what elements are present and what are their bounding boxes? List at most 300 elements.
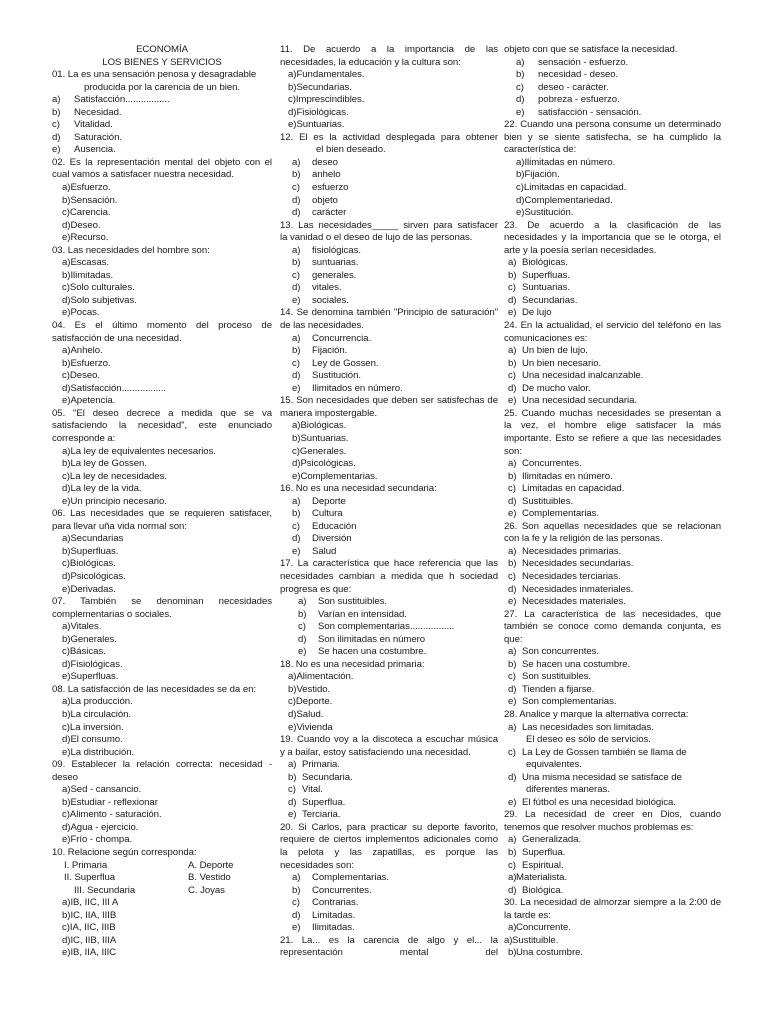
answer-option [52,533,272,546]
option-text: Recurso. [70,232,109,244]
answer-option [280,82,498,95]
option-text: Ilimitados en número. [312,382,403,394]
answer-option [280,696,498,709]
option-text: Ilimitadas. [70,269,114,281]
answer-option [52,471,272,484]
option-letter: c) [62,370,70,382]
question-line: necesidades cambian a medida que h sociedad [280,570,498,582]
option-letter: d) [292,909,301,921]
answer-option [504,797,721,810]
option-text: Suntuarias. [300,432,349,444]
option-text: Generales. [299,445,347,457]
text-line: que: [504,633,523,645]
option-letter: d) [292,282,301,294]
option-text: Superflua. [302,796,346,808]
column-2 [280,44,498,960]
text-line: arte y la poesía serían necesidades. [504,244,657,256]
option-letter: e) [62,583,71,595]
option-text: Satisfacción................. [70,382,167,394]
answer-option [52,270,272,283]
option-letter: a) [62,345,71,357]
option-letter: b) [62,909,71,921]
match-left: III. Secundaria [74,884,136,896]
answer-option [504,872,721,885]
text-line: de las necesidades. [280,320,364,332]
option-text: Suntuarias. [522,282,570,294]
answer-option [280,257,498,270]
match-right: B. Vestido [188,872,231,884]
answer-option [504,684,721,697]
option-text: satisfacción - sensación. [538,106,642,118]
option-letter: e) [508,696,517,708]
option-text: La ley de necesidades. [69,470,167,482]
answer-option [280,207,498,220]
option-text: suntuarias. [312,257,359,269]
option-text: Deseo. [69,370,101,382]
option-letter: d) [52,131,61,143]
option-letter: a) [52,94,61,106]
answer-option [504,282,721,295]
option-text: La ley de Gossen. [70,458,147,470]
option-text: Generalizada. [522,834,582,846]
answer-option [52,809,272,822]
answer-option [504,834,721,847]
question-line: bien y se siente satisfecha, se ha cumplido la [504,131,721,143]
option-letter: d) [508,294,517,306]
option-text: Un principio necesario. [70,495,167,507]
option-text: Las necesidades son limitadas. [522,721,654,733]
option-letter: d) [62,219,71,231]
option-letter: b) [288,771,297,783]
option-text: Solo subjetivas. [70,294,137,306]
option-letter: e) [298,646,307,658]
option-text: Necesidades terciarias. [522,570,621,582]
answer-option [52,182,272,195]
option-letter: c) [288,784,296,796]
answer-option [504,207,721,220]
option-text: Fundamentales. [296,69,365,81]
option-letter: a) [516,156,525,168]
answer-option [504,94,721,107]
answer-option [52,207,272,220]
option-letter: a) [516,56,525,68]
answer-option [280,358,498,371]
answer-option [504,508,721,521]
option-letter: e) [292,922,301,934]
answer-option [504,860,721,873]
option-letter: a) [508,646,517,658]
text-line: 28. Analice y marque la alternativa correcta: [504,708,689,720]
answer-option [280,885,498,898]
option-letter: a) [292,332,301,344]
option-text: Una misma necesidad se satisface de [522,771,682,783]
option-text: Saturación. [74,131,122,143]
option-letter: b) [52,106,61,118]
option-text: pobreza - esfuerzo. [538,94,620,106]
option-letter: d) [508,683,517,695]
text-line: 10. Relacione según corresponda: [52,847,197,858]
answer-option [280,370,498,383]
option-letter: c) [52,119,60,131]
text-line: y a bailar, estoy satisfaciendo una necesidad. [280,746,471,758]
answer-option [504,571,721,584]
answer-option [52,107,272,120]
answer-option [52,119,272,132]
answer-option [52,558,272,571]
option-letter: c) [62,646,70,658]
option-text: Varían en intensidad. [318,608,407,620]
option-text: Una costumbre. [516,947,584,959]
option-letter: e) [288,809,297,821]
option-letter: e) [508,307,517,319]
option-letter: d) [292,207,301,219]
answer-option [280,897,498,910]
question-line: 30. La necesidad de almorzar siempre a la 2:00 de [504,897,721,909]
option-text: Necesidades secundarias. [522,558,634,570]
option-text: Una necesidad inalcanzable. [522,370,644,382]
question-line: representación mental del [280,947,498,959]
option-text: Sed - cansancio. [70,784,142,796]
option-text: anhelo [312,169,341,181]
option-letter: a) [292,495,301,507]
option-text: Ilimitadas en número. [522,470,613,482]
option-text: fisiológicas. [312,244,361,256]
answer-option [52,910,272,923]
option-letter: c) [516,182,524,194]
question-line: 19. Cuando voy a la discoteca a escuchar música [280,734,498,746]
option-letter: d) [62,734,71,746]
option-text: Vivienda [296,721,333,733]
option-letter: a) [298,596,307,608]
answer-option [52,307,272,320]
option-letter: a) [292,156,301,168]
option-letter: a) [508,922,517,934]
answer-option [52,935,272,948]
question-line: 15. Son necesidades que deben ser satisfechas de [280,395,498,407]
answer-option [52,897,272,910]
answer-option [504,471,721,484]
option-text: Concurrentes. [522,458,582,470]
option-letter: d) [292,194,301,206]
option-letter: b) [62,545,71,557]
option-letter: b) [292,169,301,181]
answer-option [504,847,721,860]
option-text: Agua - ejercicio. [70,821,139,833]
option-text: Psicológicas. [300,458,356,470]
text-line: 18. No es una necesidad primaria: [280,658,425,670]
answer-option [52,571,272,584]
option-text: Complementarias. [312,872,390,884]
answer-option [52,722,272,735]
text-line: El deseo es sólo de servicios. [526,734,651,746]
option-letter: e) [292,545,301,557]
option-letter: c) [516,81,524,93]
option-letter: d) [508,884,517,896]
option-text: Imprescindibles. [295,94,365,106]
option-letter: d) [62,483,71,495]
option-letter: a) [62,696,71,708]
option-text: Un bien de lujo. [522,345,588,357]
answer-option [504,596,721,609]
answer-option [280,295,498,308]
option-letter: b) [292,884,301,896]
option-letter: c) [62,809,70,821]
option-text: Solo culturales. [69,282,135,294]
answer-option [52,709,272,722]
option-letter: e) [62,495,71,507]
option-letter: d) [62,382,71,394]
option-text: Biológicas. [300,420,347,432]
question-line: 17. La característica que hace referencia que las [280,558,498,570]
option-text: Vestido. [296,683,331,695]
text-line: son: [504,445,522,457]
answer-option [280,270,498,283]
option-letter: e) [508,796,517,808]
option-text: Derivadas. [70,583,116,595]
answer-option [280,671,498,684]
match-right: C. Joyas [188,884,225,896]
question-line: la vez, el hombre elige satisfacer la más [504,420,721,432]
answer-option [504,546,721,559]
option-letter: c) [508,746,516,758]
column-1 [52,44,272,960]
answer-option [52,947,272,960]
answer-option [52,232,272,245]
option-text: IC, IIA, IIIB [70,909,117,921]
option-letter: c) [288,696,296,708]
question-line: 14. Se denomina también "Principio de saturación" [280,307,498,319]
answer-option [504,935,721,948]
option-text: IC, IIB, IIIA [70,934,117,946]
answer-option [52,295,272,308]
answer-option [280,621,498,634]
option-letter: b) [62,269,71,281]
option-letter: b) [62,796,71,808]
option-text: La circulación. [70,708,132,720]
question-line: satisfaciendo la necesidad", este enunciado [52,420,272,432]
option-text: Materialista. [516,872,568,884]
answer-option [504,395,721,408]
option-text: esfuerzo [312,182,349,194]
answer-option [52,659,272,672]
answer-option [280,722,498,735]
option-letter: a) [288,759,297,771]
option-letter: d) [298,633,307,645]
match-left: I. Primaria [64,859,108,871]
text-line: la vanidad o el deseo de lujo de las personas. [280,232,473,244]
answer-option [52,784,272,797]
option-text: Son sustituibles. [522,671,592,683]
answer-option [280,345,498,358]
option-letter: a) [508,545,517,557]
option-letter: b) [516,69,525,81]
option-text: Necesidad. [74,106,122,118]
text-line: tenemos que resolver muchos problemas es: [504,821,694,833]
option-letter: a) [62,445,71,457]
answer-option [280,446,498,459]
option-letter: e) [62,307,71,319]
option-letter: d) [508,583,517,595]
answer-option [280,809,498,822]
answer-option [52,446,272,459]
text-line: necesidades, la educación y la cultura son: [280,56,461,68]
option-letter: c) [288,94,296,106]
option-letter: c) [62,282,70,294]
option-text: Limitadas en capacidad. [522,483,625,495]
option-letter: e) [508,508,517,520]
answer-option [52,395,272,408]
text-line: objeto con que se satisface la necesidad. [504,44,678,55]
option-letter: a) [62,533,71,545]
option-text: La ley de equivalentes necesarios. [70,445,216,457]
option-text: El consumo. [70,734,123,746]
section-title: LOS BIENES Y SERVICIOS [102,56,222,68]
option-letter: e) [52,144,61,156]
answer-option [504,947,721,960]
answer-option [280,709,498,722]
option-text: Un bien necesario. [522,357,602,369]
answer-option [504,257,721,270]
match-left: II. Superflua [64,872,116,884]
answer-option [52,483,272,496]
option-letter: b) [62,194,71,206]
option-text: Anhelo. [70,345,103,357]
option-letter: b) [288,81,297,93]
option-text: sensación - esfuerzo. [538,56,629,68]
answer-option [52,383,272,396]
answer-option [52,747,272,760]
option-letter: b) [62,357,71,369]
answer-option [280,521,498,534]
text-line: característica de: [504,144,577,156]
option-letter: b) [508,470,517,482]
answer-option [280,546,498,559]
option-text: La Ley de Gossen también se llama de [522,746,687,758]
answer-option [52,822,272,835]
option-text: Necesidades inmateriales. [522,583,634,595]
answer-option [52,345,272,358]
answer-option [504,383,721,396]
answer-option [280,922,498,935]
option-text: Vitalidad. [74,119,113,131]
option-letter: e) [62,395,71,407]
option-text: Esfuerzo. [70,182,111,194]
answer-option [504,558,721,571]
option-text: Suntuarias. [296,119,345,131]
option-text: Deporte [312,495,346,507]
option-letter: d) [62,570,71,582]
option-text: Son complementarias................. [318,621,455,633]
answer-option [280,872,498,885]
option-letter: b) [298,608,307,620]
option-text: Secundarias [70,533,124,545]
option-text: Sensación. [70,194,118,206]
option-text: Necesidades materiales. [522,596,626,608]
option-text: Escasas. [70,257,109,269]
answer-option [280,94,498,107]
answer-option [280,910,498,923]
option-letter: a) [288,671,297,683]
answer-option [504,722,721,735]
option-letter: d) [288,106,297,118]
matching-row [52,860,272,873]
text-line: comunicaciones es: [504,332,588,344]
text-line: deseo [52,771,78,783]
answer-option [52,922,272,935]
option-letter: a) [288,69,297,81]
option-letter: a) [62,897,71,909]
option-text: Tienden a fijarse. [522,683,595,695]
option-text: Básicas. [69,646,106,658]
option-text: Superfluas. [70,545,119,557]
answer-option [504,82,721,95]
question-line: 20. Si Carlos, para practicar su deporte favorito, [280,821,498,833]
answer-option [280,684,498,697]
option-text: Deporte. [295,696,333,708]
text-line: progresa es que: [280,583,352,595]
answer-option [504,584,721,597]
option-text: Una necesidad secundaria. [522,395,638,407]
option-letter: e) [62,232,71,244]
answer-option [280,508,498,521]
answer-option [504,458,721,471]
question-line: también se conoce como demanda conjunta, es [504,621,721,633]
option-text: Son concurrentes. [522,646,600,658]
question-line: 29. La necesidad de creer en Dios, cuando [504,809,721,821]
option-letter: c) [508,570,516,582]
option-text: Sustituible. [512,934,559,946]
option-letter: c) [292,897,300,909]
option-text: Salud. [296,708,324,720]
option-letter: b) [62,633,71,645]
answer-option [52,546,272,559]
option-text: Superfluas. [70,671,119,683]
option-text: Frío - chompa. [70,834,133,846]
option-text: Fijación. [524,169,560,181]
option-letter: c) [292,182,300,194]
option-text: Biológicas. [522,257,568,269]
option-text: Concurrencia. [312,332,372,344]
answer-option [280,772,498,785]
option-text: Se hacen una costumbre. [318,646,427,658]
answer-option [504,57,721,70]
option-letter: c) [62,922,70,934]
option-letter: e) [288,721,297,733]
option-letter: e) [516,106,525,118]
answer-option [280,282,498,295]
question-line: 13. Las necesidades_____ sirven para satisfacer [280,219,498,231]
option-letter: a) [508,345,517,357]
option-text: La producción. [70,696,133,708]
option-letter: b) [62,708,71,720]
option-text: Superflua. [522,847,566,858]
answer-option [280,157,498,170]
option-text: IB, IIA, IIIC [70,947,117,959]
option-letter: a) [508,834,517,846]
option-letter: c) [298,621,306,633]
option-letter: e) [508,596,517,608]
answer-option [504,295,721,308]
answer-option [504,358,721,371]
answer-option [504,496,721,509]
question-line: la pelota y las zapatillas, es porque las [280,847,498,858]
option-letter: d) [62,821,71,833]
option-text: generales. [312,269,357,281]
option-text: Salud [312,545,337,557]
option-letter: e) [62,746,71,758]
option-letter: b) [508,847,517,858]
text-line: corresponde a: [52,432,116,444]
